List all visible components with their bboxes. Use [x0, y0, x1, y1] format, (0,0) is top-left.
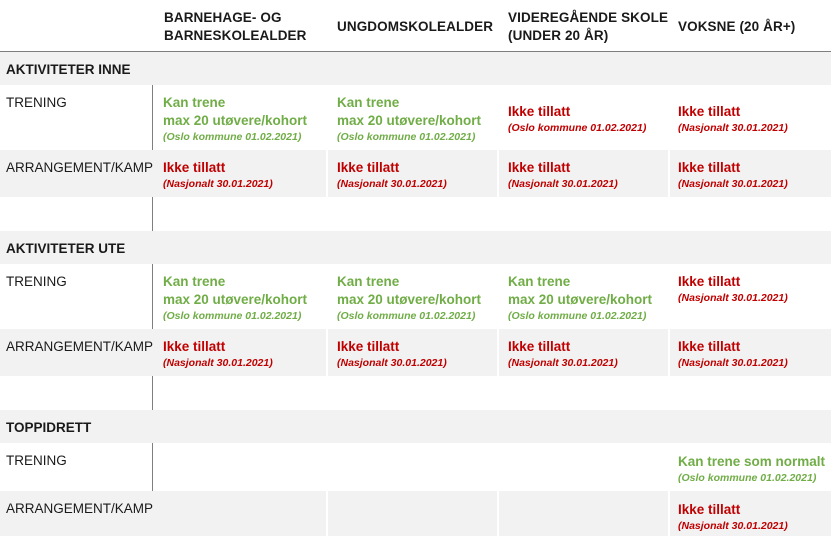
- status-limit: max 20 utøvere/kohort: [163, 113, 308, 128]
- section-row-ute: [0, 231, 831, 264]
- header-col-youth-text: UNGDOMSKOLEALDER: [337, 19, 494, 34]
- header-row: [0, 0, 831, 51]
- cell-allowed: [508, 273, 673, 329]
- cell-allowed: [678, 453, 831, 491]
- table-row: [0, 150, 831, 197]
- table-row: [0, 329, 831, 376]
- section-label-inne: AKTIVITETER INNE: [6, 62, 131, 77]
- cell-not-allowed: [678, 501, 828, 536]
- source-note: (Oslo kommune 01.02.2021): [163, 310, 302, 322]
- status-text: Kan trene: [337, 274, 400, 289]
- cell-not-allowed: [163, 338, 323, 376]
- source-note: (Oslo kommune 01.02.2021): [678, 472, 817, 484]
- header-col-highschool: [508, 9, 673, 51]
- status-text: Kan trene: [163, 95, 226, 110]
- row-label-arrangement: ARRANGEMENT/KAMP: [6, 160, 154, 175]
- status-limit: max 20 utøvere/kohort: [337, 113, 482, 128]
- source-note: (Nasjonalt 30.01.2021): [678, 292, 788, 304]
- source-note: (Oslo kommune 01.02.2021): [508, 122, 647, 134]
- cell-not-allowed: [508, 338, 668, 376]
- status-text: Kan trene: [337, 95, 400, 110]
- cell-not-allowed: [678, 159, 828, 197]
- cell-allowed: [163, 273, 333, 329]
- source-note: (Nasjonalt 30.01.2021): [678, 520, 788, 532]
- cell-not-allowed: [337, 159, 497, 197]
- status-text: Ikke tillatt: [163, 339, 226, 354]
- status-text: Ikke tillatt: [678, 160, 741, 175]
- row-label-trening: TRENING: [6, 274, 67, 289]
- header-col-children: [164, 9, 324, 51]
- status-limit: max 20 utøvere/kohort: [337, 292, 482, 307]
- source-note: (Oslo kommune 01.02.2021): [337, 310, 476, 322]
- column-separator: [668, 329, 670, 376]
- table-row: [0, 264, 831, 329]
- status-limit: max 20 utøvere/kohort: [508, 292, 653, 307]
- row-label-trening: TRENING: [6, 453, 67, 468]
- source-note: (Nasjonalt 30.01.2021): [508, 357, 618, 369]
- column-separator: [497, 150, 499, 197]
- column-separator: [326, 491, 328, 536]
- section-label-topp: TOPPIDRETT: [6, 420, 92, 435]
- status-text: Kan trene som normalt: [678, 454, 826, 469]
- table-row: [0, 491, 831, 536]
- column-separator: [326, 150, 328, 197]
- source-note: (Nasjonalt 30.01.2021): [163, 357, 273, 369]
- header-col-youth: [337, 18, 497, 51]
- row-label-arrangement: ARRANGEMENT/KAMP: [6, 339, 154, 354]
- header-col-adults: [678, 18, 828, 51]
- cell-not-allowed: [508, 103, 673, 150]
- cell-allowed: [163, 94, 333, 150]
- status-text: Ikke tillatt: [508, 160, 571, 175]
- column-separator: [668, 491, 670, 536]
- section-row-topp: [0, 410, 831, 443]
- table-row: [0, 85, 831, 150]
- header-col-highschool-line1: VIDEREGÅENDE SKOLE: [508, 10, 669, 25]
- status-text: Ikke tillatt: [337, 339, 400, 354]
- status-text: Ikke tillatt: [337, 160, 400, 175]
- status-limit: max 20 utøvere/kohort: [163, 292, 308, 307]
- column-separator: [326, 329, 328, 376]
- source-note: (Nasjonalt 30.01.2021): [163, 178, 273, 190]
- column-separator: [497, 491, 499, 536]
- source-note: (Oslo kommune 01.02.2021): [508, 310, 647, 322]
- cell-not-allowed: [337, 338, 497, 376]
- source-note: (Nasjonalt 30.01.2021): [678, 122, 788, 134]
- table-row: [0, 443, 831, 491]
- source-note: (Oslo kommune 01.02.2021): [337, 131, 476, 143]
- source-note: (Nasjonalt 30.01.2021): [678, 357, 788, 369]
- header-col-children-line1: BARNEHAGE- OG: [164, 10, 282, 25]
- status-text: Ikke tillatt: [163, 160, 226, 175]
- status-text: Ikke tillatt: [678, 502, 741, 517]
- cell-not-allowed: [678, 338, 828, 376]
- spacer-row: [0, 197, 831, 231]
- status-text: Ikke tillatt: [678, 339, 741, 354]
- status-text: Kan trene: [163, 274, 226, 289]
- source-note: (Nasjonalt 30.01.2021): [508, 178, 618, 190]
- status-text: Ikke tillatt: [508, 339, 571, 354]
- row-label-arrangement: ARRANGEMENT/KAMP: [6, 501, 154, 516]
- spacer-row: [0, 376, 831, 410]
- source-note: (Nasjonalt 30.01.2021): [337, 357, 447, 369]
- cell-not-allowed: [678, 103, 828, 150]
- cell-not-allowed: [508, 159, 668, 197]
- row-label-trening: TRENING: [6, 95, 67, 110]
- header-col-highschool-line2: (UNDER 20 ÅR): [508, 28, 609, 43]
- source-note: (Oslo kommune 01.02.2021): [163, 131, 302, 143]
- cell-not-allowed: [678, 273, 828, 329]
- source-note: (Nasjonalt 30.01.2021): [337, 178, 447, 190]
- status-text: Ikke tillatt: [508, 104, 571, 119]
- column-separator: [668, 150, 670, 197]
- section-row-inne: [0, 52, 831, 85]
- source-note: (Nasjonalt 30.01.2021): [678, 178, 788, 190]
- section-label-ute: AKTIVITETER UTE: [6, 241, 126, 256]
- header-col-children-line2: BARNESKOLEALDER: [164, 28, 307, 43]
- cell-allowed: [337, 273, 507, 329]
- status-text: Ikke tillatt: [678, 274, 741, 289]
- column-separator: [497, 329, 499, 376]
- header-col-adults-text: VOKSNE (20 ÅR+): [678, 19, 796, 34]
- status-text: Kan trene: [508, 274, 571, 289]
- cell-not-allowed: [163, 159, 323, 197]
- status-text: Ikke tillatt: [678, 104, 741, 119]
- cell-allowed: [337, 94, 507, 150]
